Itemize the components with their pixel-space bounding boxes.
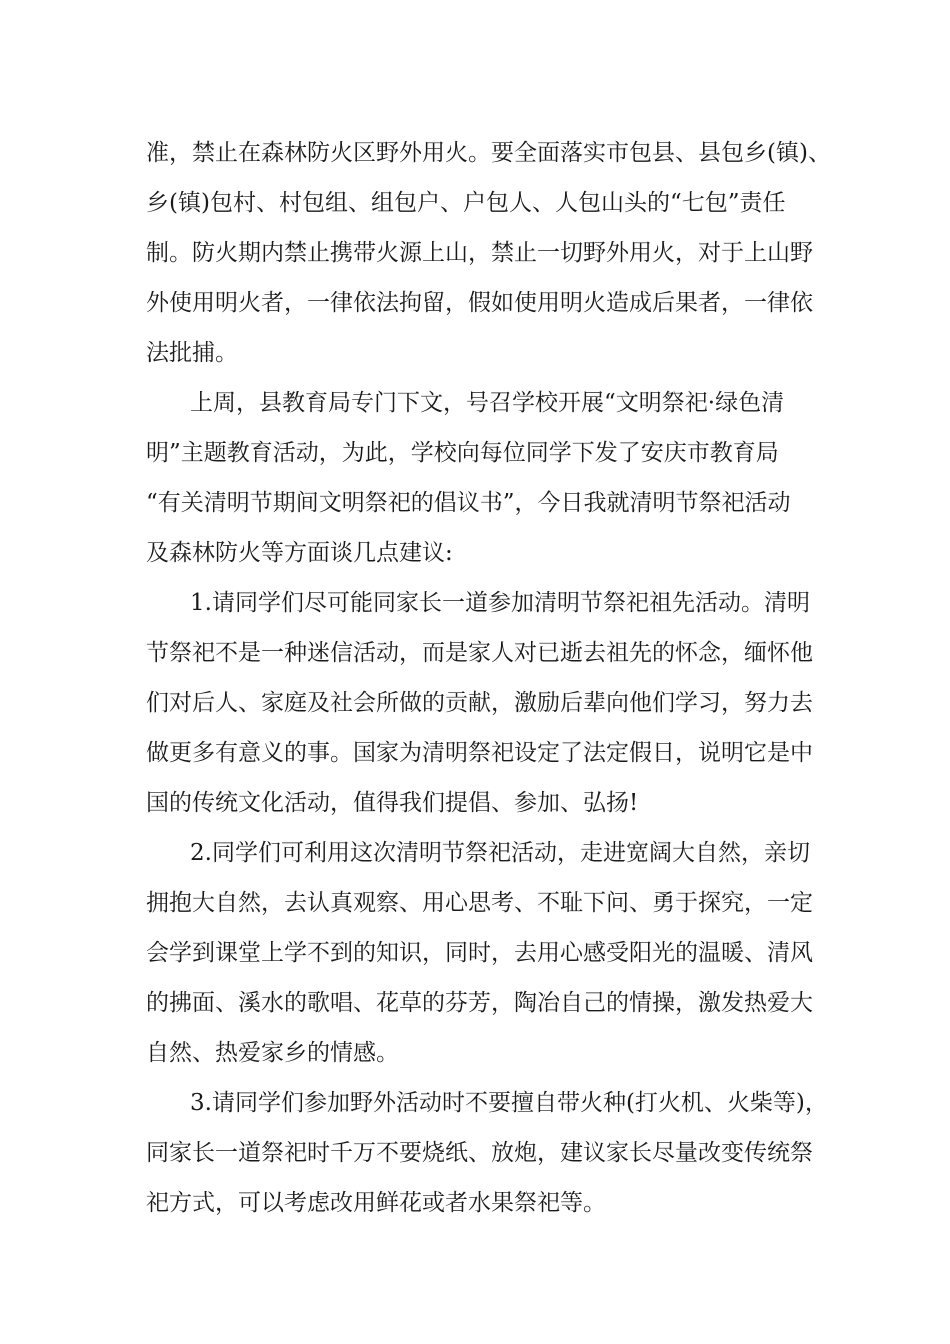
text-line: 明”主题教育活动，为此，学校向每位同学下发了安庆市教育局: [146, 440, 779, 466]
text-line: 法批捕。: [146, 340, 238, 366]
text-line: 会学到课堂上学不到的知识，同时，去用心感受阳光的温暖、清风: [146, 940, 813, 966]
text-line: 拥抱大自然，去认真观察、用心思考、不耻下问、勇于探究，一定: [146, 890, 813, 916]
text-line: 节祭祀不是一种迷信活动，而是家人对已逝去祖先的怀念，缅怀他: [146, 640, 813, 666]
text-line: 的拂面、溪水的歌唱、花草的芬芳，陶冶自己的情操，激发热爱大: [146, 990, 813, 1016]
text-line: 制。防火期内禁止携带火源上山，禁止一切野外用火，对于上山野: [146, 240, 813, 266]
text-line: 国的传统文化活动，值得我们提倡、参加、弘扬!: [146, 790, 639, 816]
text-line: 准，禁止在森林防火区野外用火。要全面落实市包县、县包乡(镇)、: [146, 140, 831, 166]
paragraph-start-line: 上周，县教育局专门下文，号召学校开展“文明祭祀·绿色清: [190, 390, 785, 416]
text-line: 乡(镇)包村、村包组、组包户、户包人、人包山头的“七包”责任: [146, 190, 786, 216]
paragraph-start-line: 2.同学们可利用这次清明节祭祀活动，走进宽阔大自然，亲切: [190, 840, 810, 866]
paragraph-start-line: 1.请同学们尽可能同家长一道参加清明节祭祀祖先活动。清明: [190, 590, 810, 616]
text-line: 们对后人、家庭及社会所做的贡献，激励后辈向他们学习，努力去: [146, 690, 813, 716]
text-line: 祀方式，可以考虑改用鲜花或者水果祭祀等。: [146, 1190, 606, 1216]
text-line: 及森林防火等方面谈几点建议:: [146, 540, 453, 566]
text-line: 自然、热爱家乡的情感。: [146, 1040, 399, 1066]
paragraph-start-line: 3.请同学们参加野外活动时不要擅自带火种(打火机、火柴等)，: [190, 1090, 828, 1116]
text-line: 同家长一道祭祀时千万不要烧纸、放炮，建议家长尽量改变传统祭: [146, 1140, 813, 1166]
text-line: 做更多有意义的事。国家为清明祭祀设定了法定假日，说明它是中: [146, 740, 813, 766]
text-line: 外使用明火者，一律依法拘留，假如使用明火造成后果者，一律依: [146, 290, 813, 316]
text-line: “有关清明节期间文明祭祀的倡议书”，今日我就清明节祭祀活动: [146, 490, 791, 516]
